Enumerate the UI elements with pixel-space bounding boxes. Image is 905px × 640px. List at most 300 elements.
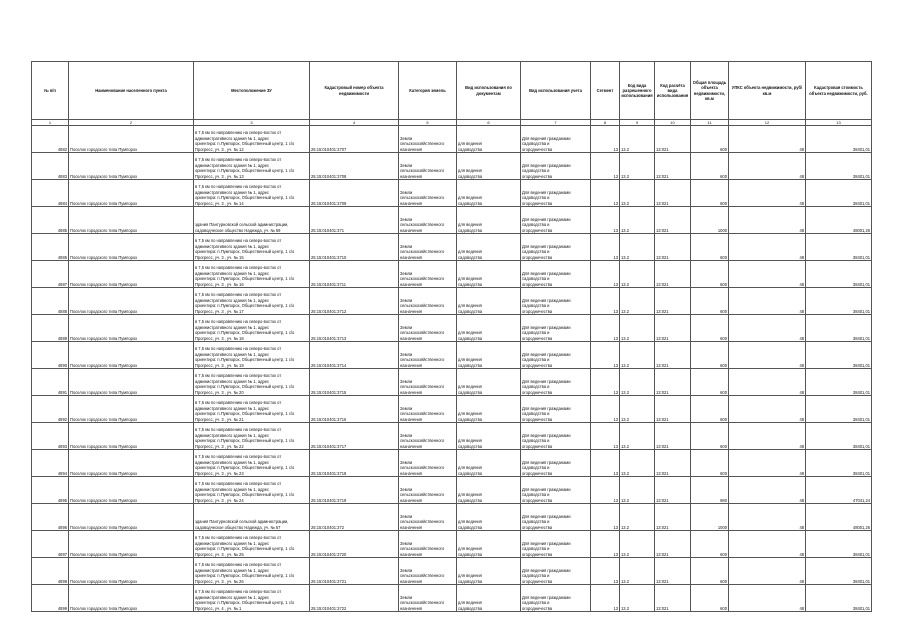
document-use-cell-line: садоводства <box>458 173 483 179</box>
registered-use-cell-line: огородничества <box>522 200 553 206</box>
document-use-cell <box>457 315 521 342</box>
area-cell: 600 <box>691 234 729 261</box>
document-use-cell-line: садоводства <box>458 227 483 233</box>
registered-use-cell <box>521 423 591 450</box>
location-cell-line: в 7,5 км по направлению на северо-восток от <box>195 481 282 486</box>
cadastral-number-cell: 25:15:010401:3713 <box>310 315 399 342</box>
cadastral-table <box>31 61 872 612</box>
use-code-cell: 13.2 <box>620 396 655 423</box>
land-category-cell-line: сельскохозяйственного <box>400 303 445 308</box>
location-cell-line: административного здания № 1, адрес <box>195 270 270 276</box>
land-category-cell <box>399 126 457 153</box>
location-cell-line: ориентира: п.Пумпорох, Общественный центр, 1 с/о <box>195 573 295 578</box>
upks-cell: 48 <box>729 423 806 450</box>
land-category-cell-line: сельскохозяйственного <box>400 249 445 254</box>
land-category-cell <box>399 153 457 180</box>
table-row <box>32 207 872 234</box>
location-cell-line: Прогресс, уч. 3 , уч. № 21 <box>195 416 244 422</box>
registered-use-cell-line: Для ведения гражданами <box>522 162 571 168</box>
location-cell-line: Прогресс, уч. 3 , уч. № 18 <box>195 335 244 341</box>
land-category-cell <box>399 450 457 477</box>
land-category-cell-line: Земли <box>400 594 413 600</box>
location-cell-line: ориентира: п.Пумпорох, Общественный центр, 1 с/о <box>195 492 295 497</box>
table-row <box>32 396 872 423</box>
cadastral-cost-cell: 38401,01 <box>806 585 872 612</box>
land-category-cell <box>399 369 457 396</box>
use-code-cell: 13.2 <box>620 234 655 261</box>
location-cell-line: ориентира: п.Пумпорох, Общественный центр, 1 с/о <box>195 438 295 443</box>
registered-use-cell <box>521 558 591 585</box>
registered-use-cell-line: садоводства и <box>522 384 550 389</box>
location-cell-line: административного здания № 1, адрес <box>195 567 270 573</box>
document-use-cell <box>457 504 521 531</box>
use-code-cell: 13.2 <box>620 315 655 342</box>
area-cell: 600 <box>691 585 729 612</box>
document-use-cell-line: для ведения <box>458 141 482 146</box>
segment-cell: 13 <box>591 315 620 342</box>
document-use-cell <box>457 423 521 450</box>
land-category-cell <box>399 423 457 450</box>
registered-use-cell-line: садоводства и <box>522 141 550 146</box>
segment-cell: 13 <box>591 450 620 477</box>
row-number-cell: 4882 <box>32 126 69 153</box>
area-cell: 600 <box>691 450 729 477</box>
registered-use-cell-line: Для ведения гражданами <box>522 216 571 222</box>
location-cell-line: административного здания № 1, адрес <box>195 135 270 141</box>
area-cell: 600 <box>691 288 729 315</box>
land-category-cell-line: сельскохозяйственного <box>400 222 445 227</box>
document-use-cell-line: для ведения <box>458 168 482 173</box>
location-cell-line: в 7,5 км по направлению на северо-восток от <box>195 427 282 432</box>
registered-use-cell-line: огородничества <box>522 173 553 179</box>
location-cell-line: Прогресс, уч. 3 , уч. № 19 <box>195 362 244 368</box>
land-category-cell <box>399 558 457 585</box>
document-use-cell-line: для ведения <box>458 519 482 524</box>
registered-use-cell-line: садоводства и <box>522 465 550 470</box>
land-category-cell <box>399 261 457 288</box>
location-cell-line: Прогресс, уч. 3 , уч. № 24 <box>195 497 244 503</box>
land-category-cell-line: назначения <box>400 416 422 422</box>
location-cell-line: административного здания № 1, адрес <box>195 324 270 330</box>
registered-use-cell <box>521 477 591 504</box>
cadastral-cost-cell: 48001,26 <box>806 504 872 531</box>
registered-use-cell-line: Для ведения гражданами <box>522 486 571 492</box>
registered-use-cell-line: садоводства и <box>522 276 550 281</box>
registered-use-cell-line: садоводства и <box>522 546 550 551</box>
location-cell <box>194 585 310 612</box>
land-category-cell <box>399 342 457 369</box>
cadastral-cost-cell: 38401,01 <box>806 369 872 396</box>
land-category-cell <box>399 288 457 315</box>
land-category-cell-line: Земли <box>400 324 413 330</box>
location-cell-line: в 7,5 км по направлению на северо-восток от <box>195 535 282 540</box>
registered-use-cell-line: огородничества <box>522 605 553 611</box>
land-category-cell-line: Земли <box>400 513 413 519</box>
location-cell-line: ориентира: п.Пумпорох, Общественный центр, 1 с/о <box>195 465 295 470</box>
settlement-cell: Поселок городского типа Пумпорох <box>69 504 194 531</box>
column-number: 4 <box>310 120 399 126</box>
column-number: 11 <box>691 120 729 126</box>
registered-use-cell-line: садоводства и <box>522 249 550 254</box>
header-cell: Вид использования по документам <box>457 62 521 120</box>
area-cell: 600 <box>691 180 729 207</box>
land-category-cell-line: назначения <box>400 200 422 206</box>
document-use-cell-line: садоводства <box>458 551 483 557</box>
registered-use-cell-line: огородничества <box>522 227 553 233</box>
area-cell: 600 <box>691 369 729 396</box>
location-cell-line: в 7,5 км по направлению на северо-восток от <box>195 265 282 270</box>
document-use-cell-line: садоводства <box>458 308 483 314</box>
column-number: 10 <box>655 120 691 126</box>
location-cell-line: ориентира: п.Пумпорох, Общественный центр, 1 с/о <box>195 357 295 362</box>
registered-use-cell-line: садоводства и <box>522 600 550 605</box>
calc-code-cell: 13:021 <box>655 207 691 234</box>
location-cell-line: административного здания № 1, адрес <box>195 594 270 600</box>
document-use-cell <box>457 396 521 423</box>
registered-use-cell-line: Для ведения гражданами <box>522 459 571 465</box>
column-number: 6 <box>457 120 521 126</box>
segment-cell: 13 <box>591 369 620 396</box>
settlement-cell: Поселок городского типа Пумпорох <box>69 180 194 207</box>
document-use-cell-line: садоводства <box>458 497 483 503</box>
header-cell: Вид использования учета <box>521 62 591 120</box>
area-cell: 600 <box>691 315 729 342</box>
cadastral-number-cell: 25:15:010401:3716 <box>310 396 399 423</box>
calc-code-cell: 13:021 <box>655 450 691 477</box>
row-number-cell: 4890 <box>32 342 69 369</box>
land-category-cell-line: назначения <box>400 281 422 287</box>
table-row <box>32 288 872 315</box>
table-row <box>32 234 872 261</box>
column-number: 3 <box>194 120 310 126</box>
area-cell: 600 <box>691 531 729 558</box>
document-use-cell-line: для ведения <box>458 195 482 200</box>
document-use-cell <box>457 288 521 315</box>
settlement-cell: Поселок городского типа Пумпорох <box>69 342 194 369</box>
land-category-cell-line: назначения <box>400 470 422 476</box>
upks-cell: 48 <box>729 342 806 369</box>
document-use-cell-line: садоводства <box>458 146 483 152</box>
use-code-cell: 13.2 <box>620 153 655 180</box>
location-cell-line: в 7,5 км по направлению на северо-восток от <box>195 157 282 162</box>
settlement-cell: Поселок городского типа Пумпорох <box>69 234 194 261</box>
location-cell-line: ориентира: п.Пумпорох, Общественный центр, 1 с/о <box>195 600 295 605</box>
location-cell <box>194 558 310 585</box>
table-row <box>32 558 872 585</box>
land-category-cell-line: назначения <box>400 308 422 314</box>
document-use-cell <box>457 207 521 234</box>
document-use-cell-line: садоводства <box>458 578 483 584</box>
land-category-cell <box>399 531 457 558</box>
row-number-cell: 4896 <box>32 504 69 531</box>
header-cell: Кадастровая стоимость объекта недвижимости, руб. <box>806 62 872 120</box>
location-cell-line: Прогресс, уч. 3 , уч. № 25 <box>195 551 244 557</box>
registered-use-cell-line: огородничества <box>522 308 553 314</box>
registered-use-cell-line: садоводства и <box>522 222 550 227</box>
document-use-cell <box>457 585 521 612</box>
location-cell-line: административного здания № 1, адрес <box>195 243 270 249</box>
land-category-cell-line: Земли <box>400 189 413 195</box>
land-category-cell-line: Земли <box>400 351 413 357</box>
calc-code-cell: 13:021 <box>655 585 691 612</box>
location-cell-line: в 7,5 км по направлению на северо-восток от <box>195 319 282 324</box>
registered-use-cell-line: садоводства и <box>522 438 550 443</box>
upks-cell: 48 <box>729 234 806 261</box>
location-cell-line: административного здания № 1, адрес <box>195 378 270 384</box>
document-use-cell-line: для ведения <box>458 276 482 281</box>
settlement-cell: Поселок городского типа Пумпорох <box>69 396 194 423</box>
land-category-cell-line: сельскохозяйственного <box>400 168 445 173</box>
row-number-cell: 4892 <box>32 396 69 423</box>
calc-code-cell: 13:021 <box>655 396 691 423</box>
land-category-cell-line: сельскохозяйственного <box>400 195 445 200</box>
cadastral-number-cell: 25:15:010401:3721 <box>310 558 399 585</box>
registered-use-cell-line: Для ведения гражданами <box>522 513 571 519</box>
registered-use-cell-line: Для ведения гражданами <box>522 324 571 330</box>
location-cell-line: ориентира: п.Пумпорох, Общественный центр, 1 с/о <box>195 168 295 173</box>
registered-use-cell-line: садоводства и <box>522 573 550 578</box>
document-use-cell-line: садоводства <box>458 443 483 449</box>
column-number: 2 <box>69 120 194 126</box>
registered-use-cell-line: огородничества <box>522 146 553 152</box>
row-number-cell: 4886 <box>32 234 69 261</box>
document-use-cell-line: садоводства <box>458 362 483 368</box>
area-cell: 600 <box>691 342 729 369</box>
location-cell-line: административного здания № 1, адрес <box>195 405 270 411</box>
registered-use-cell <box>521 207 591 234</box>
segment-cell: 13 <box>591 153 620 180</box>
area-cell: 600 <box>691 558 729 585</box>
location-cell <box>194 207 310 234</box>
document-use-cell-line: садоводства <box>458 389 483 395</box>
location-cell-line: в 7,5 км по направлению на северо-восток от <box>195 238 282 243</box>
location-cell-line: в 7,5 км по направлению на северо-восток от <box>195 346 282 351</box>
location-cell-line: административного здания № 1, адрес <box>195 189 270 195</box>
use-code-cell: 13.2 <box>620 288 655 315</box>
location-cell-line: ориентира: п.Пумпорох, Общественный центр, 1 с/о <box>195 411 295 416</box>
location-cell <box>194 450 310 477</box>
upks-cell: 48 <box>729 585 806 612</box>
location-cell <box>194 342 310 369</box>
use-code-cell: 13.2 <box>620 531 655 558</box>
column-number: 1 <box>32 120 69 126</box>
document-use-cell-line: для ведения <box>458 492 482 497</box>
location-cell-line: в 7,5 км по направлению на северо-восток от <box>195 130 282 135</box>
settlement-cell: Поселок городского типа Пумпорох <box>69 450 194 477</box>
calc-code-cell: 13:021 <box>655 423 691 450</box>
settlement-cell: Поселок городского типа Пумпорох <box>69 207 194 234</box>
area-cell: 1000 <box>691 504 729 531</box>
registered-use-cell-line: огородничества <box>522 497 553 503</box>
table-row <box>32 261 872 288</box>
cadastral-cost-cell: 38401,01 <box>806 450 872 477</box>
registered-use-cell-line: садоводства и <box>522 411 550 416</box>
document-use-cell-line: садоводства <box>458 200 483 206</box>
document-use-cell <box>457 153 521 180</box>
settlement-cell: Поселок городского типа Пумпорох <box>69 126 194 153</box>
segment-cell: 13 <box>591 423 620 450</box>
segment-cell: 13 <box>591 585 620 612</box>
cadastral-number-cell: 25:15:010401:3715 <box>310 369 399 396</box>
segment-cell: 13 <box>591 342 620 369</box>
settlement-cell: Поселок городского типа Пумпорох <box>69 477 194 504</box>
segment-cell: 13 <box>591 234 620 261</box>
document-use-cell-line: для ведения <box>458 357 482 362</box>
location-cell-line: в 7,5 км по направлению на северо-восток от <box>195 400 282 405</box>
cadastral-cost-cell: 38401,01 <box>806 315 872 342</box>
calc-code-cell: 13:021 <box>655 342 691 369</box>
calc-code-cell: 13:021 <box>655 558 691 585</box>
location-cell-line: Прогресс, уч. 4 , уч. № 1 <box>195 605 242 611</box>
location-cell <box>194 126 310 153</box>
row-number-cell: 4885 <box>32 207 69 234</box>
calc-code-cell: 13:021 <box>655 153 691 180</box>
registered-use-cell-line: Для ведения гражданами <box>522 432 571 438</box>
registered-use-cell <box>521 342 591 369</box>
table-row <box>32 126 872 153</box>
table-row <box>32 585 872 612</box>
row-number-cell: 4889 <box>32 315 69 342</box>
registered-use-cell-line: огородничества <box>522 254 553 260</box>
location-cell <box>194 288 310 315</box>
document-use-cell-line: садоводства <box>458 335 483 341</box>
column-number: 9 <box>620 120 655 126</box>
area-cell: 980 <box>691 477 729 504</box>
table-row <box>32 180 872 207</box>
registered-use-cell-line: садоводства и <box>522 519 550 524</box>
location-cell-line: в 7,5 км по направлению на северо-восток от <box>195 184 282 189</box>
upks-cell: 48 <box>729 180 806 207</box>
location-cell-line: ориентира: п.Пумпорох, Общественный центр, 1 с/о <box>195 141 295 146</box>
cadastral-number-cell: 25:15:010401:3719 <box>310 477 399 504</box>
table-row <box>32 153 872 180</box>
calc-code-cell: 13:021 <box>655 261 691 288</box>
registered-use-cell <box>521 369 591 396</box>
segment-cell: 13 <box>591 396 620 423</box>
land-category-cell-line: назначения <box>400 227 422 233</box>
land-category-cell-line: Земли <box>400 162 413 168</box>
document-use-cell-line: садоводства <box>458 605 483 611</box>
registered-use-cell <box>521 288 591 315</box>
cadastral-number-cell: 25:15:010401:3722 <box>310 585 399 612</box>
location-cell-line: здания Пантурновской сельской администрации, <box>195 519 289 524</box>
header-cell: Кадастровый номер объекта недвижимости <box>310 62 399 120</box>
location-cell <box>194 315 310 342</box>
document-use-cell <box>457 369 521 396</box>
header-cell: Код вида разрешенного использования <box>620 62 655 120</box>
registered-use-cell-line: садоводства и <box>522 357 550 362</box>
upks-cell: 48 <box>729 126 806 153</box>
header-cell: Наименование населенного пункта <box>69 62 194 120</box>
land-category-cell <box>399 504 457 531</box>
row-number-cell: 4898 <box>32 558 69 585</box>
cadastral-cost-cell: 38401,01 <box>806 180 872 207</box>
cadastral-cost-cell: 38401,01 <box>806 342 872 369</box>
location-cell-line: в 7,5 км по направлению на северо-восток от <box>195 562 282 567</box>
row-number-cell: 4895 <box>32 477 69 504</box>
upks-cell: 48 <box>729 450 806 477</box>
use-code-cell: 13.2 <box>620 261 655 288</box>
document-use-cell-line: для ведения <box>458 573 482 578</box>
row-number-cell: 4883 <box>32 153 69 180</box>
registered-use-cell <box>521 315 591 342</box>
settlement-cell: Поселок городского типа Пумпорох <box>69 423 194 450</box>
land-category-cell-line: Земли <box>400 378 413 384</box>
land-category-cell-line: сельскохозяйственного <box>400 276 445 281</box>
row-number-cell: 4888 <box>32 288 69 315</box>
location-cell-line: ориентира: п.Пумпорох, Общественный центр, 1 с/о <box>195 384 295 389</box>
upks-cell: 48 <box>729 315 806 342</box>
use-code-cell: 13.2 <box>620 126 655 153</box>
area-cell: 600 <box>691 261 729 288</box>
document-use-cell-line: для ведения <box>458 438 482 443</box>
location-cell-line: ориентира: п.Пумпорох, Общественный центр, 1 с/о <box>195 303 295 308</box>
use-code-cell: 13.2 <box>620 558 655 585</box>
header-cell: Категория земель <box>399 62 457 120</box>
registered-use-cell <box>521 531 591 558</box>
cadastral-cost-cell: 38401,01 <box>806 423 872 450</box>
settlement-cell: Поселок городского типа Пумпорох <box>69 153 194 180</box>
land-category-cell-line: Земли <box>400 432 413 438</box>
use-code-cell: 13.2 <box>620 207 655 234</box>
upks-cell: 48 <box>729 261 806 288</box>
land-category-cell-line: сельскохозяйственного <box>400 492 445 497</box>
location-cell <box>194 504 310 531</box>
registered-use-cell-line: огородничества <box>522 389 553 395</box>
area-cell: 1000 <box>691 207 729 234</box>
cadastral-cost-cell: 38401,01 <box>806 234 872 261</box>
location-cell-line: административного здания № 1, адрес <box>195 351 270 357</box>
document-use-cell-line: садоводства <box>458 470 483 476</box>
location-cell <box>194 153 310 180</box>
cadastral-number-cell: 25:15:010401:3718 <box>310 450 399 477</box>
settlement-cell: Поселок городского типа Пумпорох <box>69 531 194 558</box>
location-cell-line: садоводческое общество Надежда, уч. № 57 <box>195 524 281 530</box>
row-number-cell: 4884 <box>32 180 69 207</box>
registered-use-cell-line: Для ведения гражданами <box>522 567 571 573</box>
cadastral-cost-cell: 38401,01 <box>806 261 872 288</box>
document-use-cell-line: для ведения <box>458 222 482 227</box>
location-cell-line: ориентира: п.Пумпорох, Общественный центр, 1 с/о <box>195 195 295 200</box>
land-category-cell-line: сельскохозяйственного <box>400 465 445 470</box>
location-cell-line: Прогресс, уч. 3 , уч. № 16 <box>195 281 244 287</box>
registered-use-cell <box>521 396 591 423</box>
document-use-cell-line: для ведения <box>458 546 482 551</box>
use-code-cell: 13.2 <box>620 504 655 531</box>
column-number: 7 <box>521 120 591 126</box>
row-number-cell: 4894 <box>32 450 69 477</box>
calc-code-cell: 13:021 <box>655 126 691 153</box>
table-row <box>32 450 872 477</box>
registered-use-cell-line: Для ведения гражданами <box>522 405 571 411</box>
column-number: 8 <box>591 120 620 126</box>
location-cell <box>194 369 310 396</box>
upks-cell: 48 <box>729 153 806 180</box>
land-category-cell-line: Земли <box>400 540 413 546</box>
row-number-cell: 4887 <box>32 261 69 288</box>
location-cell-line: в 7,5 км по направлению на северо-восток от <box>195 589 282 594</box>
calc-code-cell: 13:021 <box>655 234 691 261</box>
registered-use-cell-line: садоводства и <box>522 303 550 308</box>
land-category-cell-line: сельскохозяйственного <box>400 141 445 146</box>
registered-use-cell-line: Для ведения гражданами <box>522 594 571 600</box>
upks-cell: 48 <box>729 207 806 234</box>
location-cell-line: административного здания № 1, адрес <box>195 459 270 465</box>
calc-code-cell: 13:021 <box>655 369 691 396</box>
document-use-cell-line: для ведения <box>458 600 482 605</box>
registered-use-cell-line: огородничества <box>522 524 553 530</box>
header-cell: Сегмент <box>591 62 620 120</box>
